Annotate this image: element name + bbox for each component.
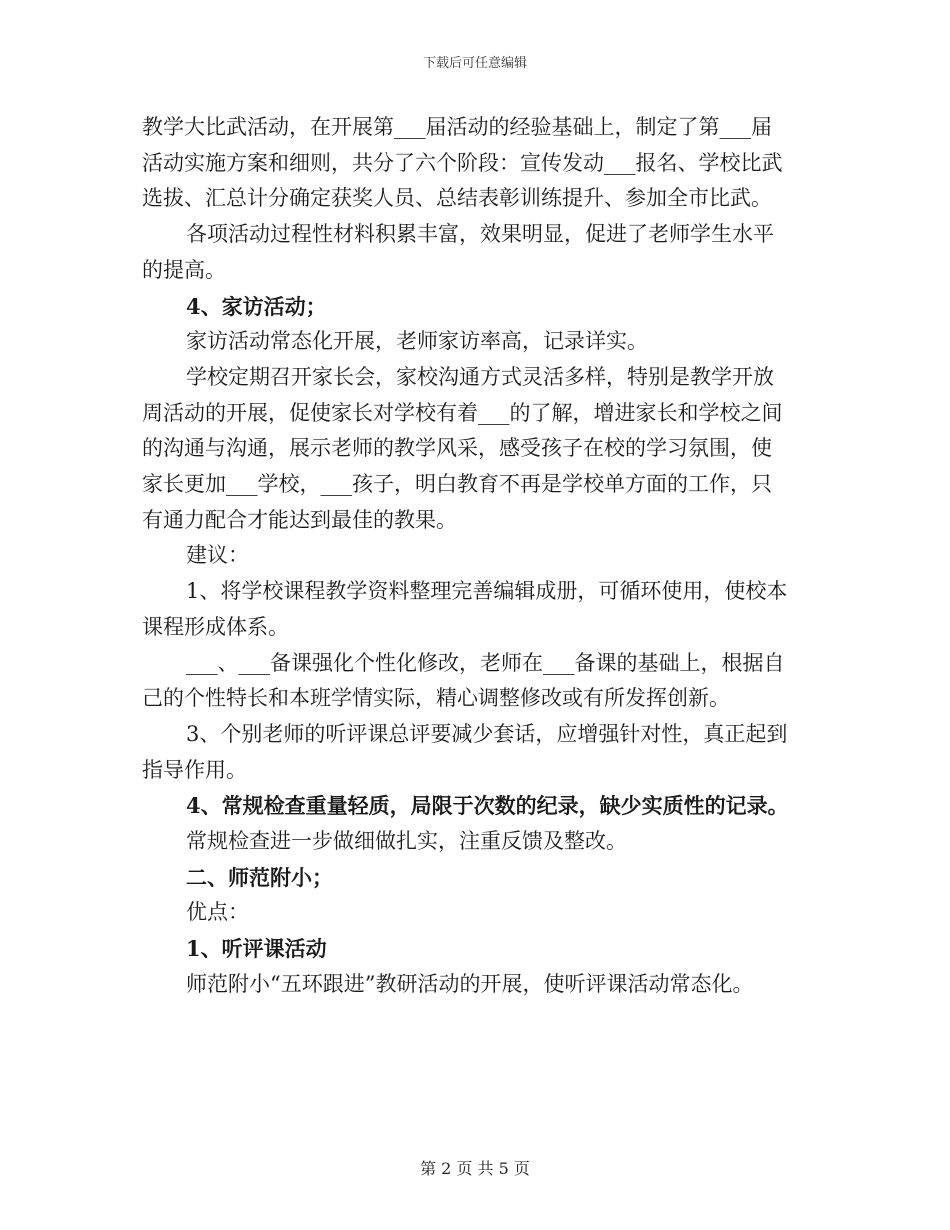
text-line: 建议：: [186, 543, 249, 568]
text-line: 3、个别老师的听评课总评要减少套话，应增强针对性，真正起到: [186, 721, 788, 746]
text-line: 课程形成体系。: [142, 614, 289, 639]
section-heading: 4、常规检查重量轻质，局限于次数的纪录，缺少实质性的记录。: [186, 793, 789, 819]
text-line: 有通力配合才能达到最佳的教果。: [142, 507, 457, 532]
page-header: 下载后可任意编辑: [422, 56, 527, 71]
text-line: 家长更加___学校，___孩子，明白教育不再是学校单方面的工作，只: [142, 472, 772, 497]
text-line: 师范附小“五环跟进”教研活动的开展，使听评课活动常态化。: [186, 971, 754, 996]
text-line: 己的个性特长和本班学情实际，精心调整修改或有所发挥创新。: [142, 686, 730, 711]
text-line: 学校定期召开家长会，家校沟通方式灵活多样，特别是教学开放: [186, 364, 774, 389]
section-heading: 4、家访活动；: [186, 293, 327, 319]
text-line: 指导作用。: [142, 757, 247, 782]
text-line: 教学大比武活动，在开展第___届活动的经验基础上，制定了第___届: [142, 115, 772, 139]
section-heading: 二、师范附小；: [186, 864, 333, 890]
text-line: 优点：: [186, 900, 249, 925]
text-line: 活动实施方案和细则，共分了六个阶段：宣传发动___报名、学校比武: [142, 150, 783, 175]
text-line: 的沟通与沟通，展示老师的教学风采，感受孩子在校的学习氛围，使: [142, 436, 772, 461]
text-line: 1、将学校课程教学资料整理完善编辑成册，可循环使用，使校本: [186, 579, 788, 604]
page-number: 第 2 页 共 5 页: [420, 1159, 530, 1178]
text-line: ___、___备课强化个性化修改，老师在___备课的基础上，根据自: [186, 650, 785, 675]
text-line: 选拔、汇总计分确定获奖人员、总结表彰训练提升、参加全市比武。: [142, 186, 772, 211]
text-line: 的提高。: [142, 257, 226, 282]
text-line: 周活动的开展，促使家长对学校有着___的了解，增进家长和学校之间: [142, 400, 783, 425]
text-line: 常规检查进一步做细做扎实，注重反馈及整改。: [186, 829, 627, 854]
text-line: 家访活动常态化开展，老师家访率高，记录详实。: [186, 329, 648, 354]
text-line: 各项活动过程性材料积累丰富，效果明显，促进了老师学生水平: [186, 222, 774, 247]
document-body: [142, 110, 812, 1003]
section-heading: 1、听评课活动: [186, 936, 327, 962]
